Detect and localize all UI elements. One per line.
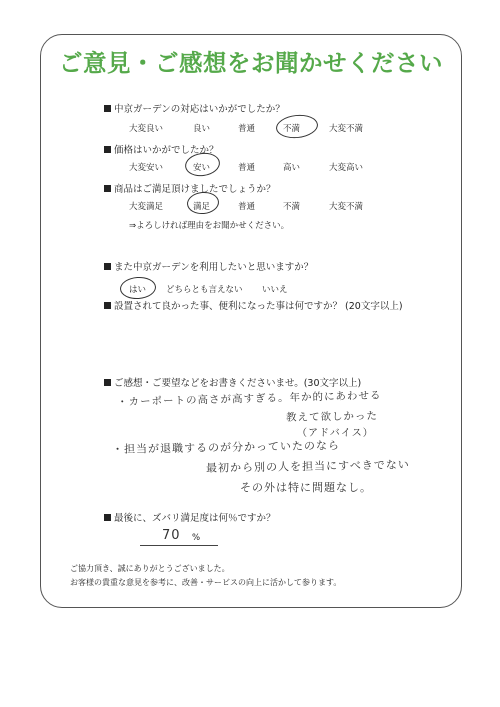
reason-prompt: ⇒よろしければ理由をお聞かせください。 (129, 221, 290, 231)
question-product-satisfaction: 商品はご満足頂けましたでしょうか？ (104, 181, 276, 195)
bullet-square-icon (104, 105, 111, 112)
question-benefits: 設置されて良かった事、便利になった事は何ですか？ (20文字以上) (104, 298, 403, 312)
bullet-square-icon (104, 146, 111, 153)
question-satisfaction-percent: 最後に、ズバリ満足度は何％ですか？ (104, 510, 276, 524)
option-normal[interactable]: 普通 (238, 124, 256, 134)
option-no[interactable]: いいえ (262, 285, 288, 295)
option-good[interactable]: 良い (193, 124, 211, 134)
option-normal[interactable]: 普通 (238, 202, 256, 212)
option-very-satisfied[interactable]: 大変満足 (129, 202, 164, 212)
footer-thanks: ご協力頂き、誠にありがとうございました。 (70, 564, 230, 573)
handwritten-comment-line: 最初から別の人を担当にすべきでない (205, 458, 410, 475)
option-very-good[interactable]: 大変良い (129, 124, 164, 134)
handwritten-comment-line: ・担当が退職するのが分かっていたのなら (111, 439, 341, 456)
option-dissatisfied[interactable]: 不満 (283, 124, 301, 134)
option-yes[interactable]: はい (129, 285, 147, 295)
question-comments: ご感想・ご要望などをお書きくださいませ。(30文字以上) (104, 375, 361, 389)
percent-unit: % (192, 533, 201, 543)
option-expensive[interactable]: 高い (283, 163, 301, 173)
answer-underline (140, 545, 218, 546)
form-title: ご意見・ご感想をお聞かせください (59, 49, 443, 77)
handwritten-comment-line: ・カーポートの高さが高すぎる。年か的にあわせる (116, 389, 382, 409)
handwritten-comment-line: 教えて欲しかった (285, 410, 379, 424)
bullet-square-icon (104, 185, 111, 192)
option-cheap[interactable]: 安い (193, 163, 211, 173)
handwritten-comment-line: （アドバイス） (297, 428, 374, 439)
option-very-expensive[interactable]: 大変高い (329, 163, 364, 173)
handwritten-comment-line: その外は特に問題なし。 (240, 481, 372, 494)
bullet-square-icon (104, 514, 111, 521)
satisfaction-value: 70 (162, 528, 181, 543)
option-very-dissatisfied[interactable]: 大変不満 (329, 124, 364, 134)
option-satisfied[interactable]: 満足 (193, 202, 211, 212)
footer-note: お客様の貴重な意見を参考に、改善・サービスの向上に活かして参ります。 (70, 578, 342, 587)
question-staff-service: 中京ガーデンの対応はいかがでしたか？ (104, 101, 285, 115)
bullet-square-icon (104, 302, 111, 309)
bullet-square-icon (104, 263, 111, 270)
bullet-square-icon (104, 379, 111, 386)
option-very-dissatisfied[interactable]: 大変不満 (329, 202, 364, 212)
question-price: 価格はいかがでしたか？ (104, 142, 219, 156)
question-reuse: また中京ガーデンを利用したいと思いますか？ (104, 259, 313, 273)
option-dissatisfied[interactable]: 不満 (283, 202, 301, 212)
option-normal[interactable]: 普通 (238, 163, 256, 173)
option-very-cheap[interactable]: 大変安い (129, 163, 164, 173)
option-neither[interactable]: どちらとも言えない (166, 285, 243, 295)
